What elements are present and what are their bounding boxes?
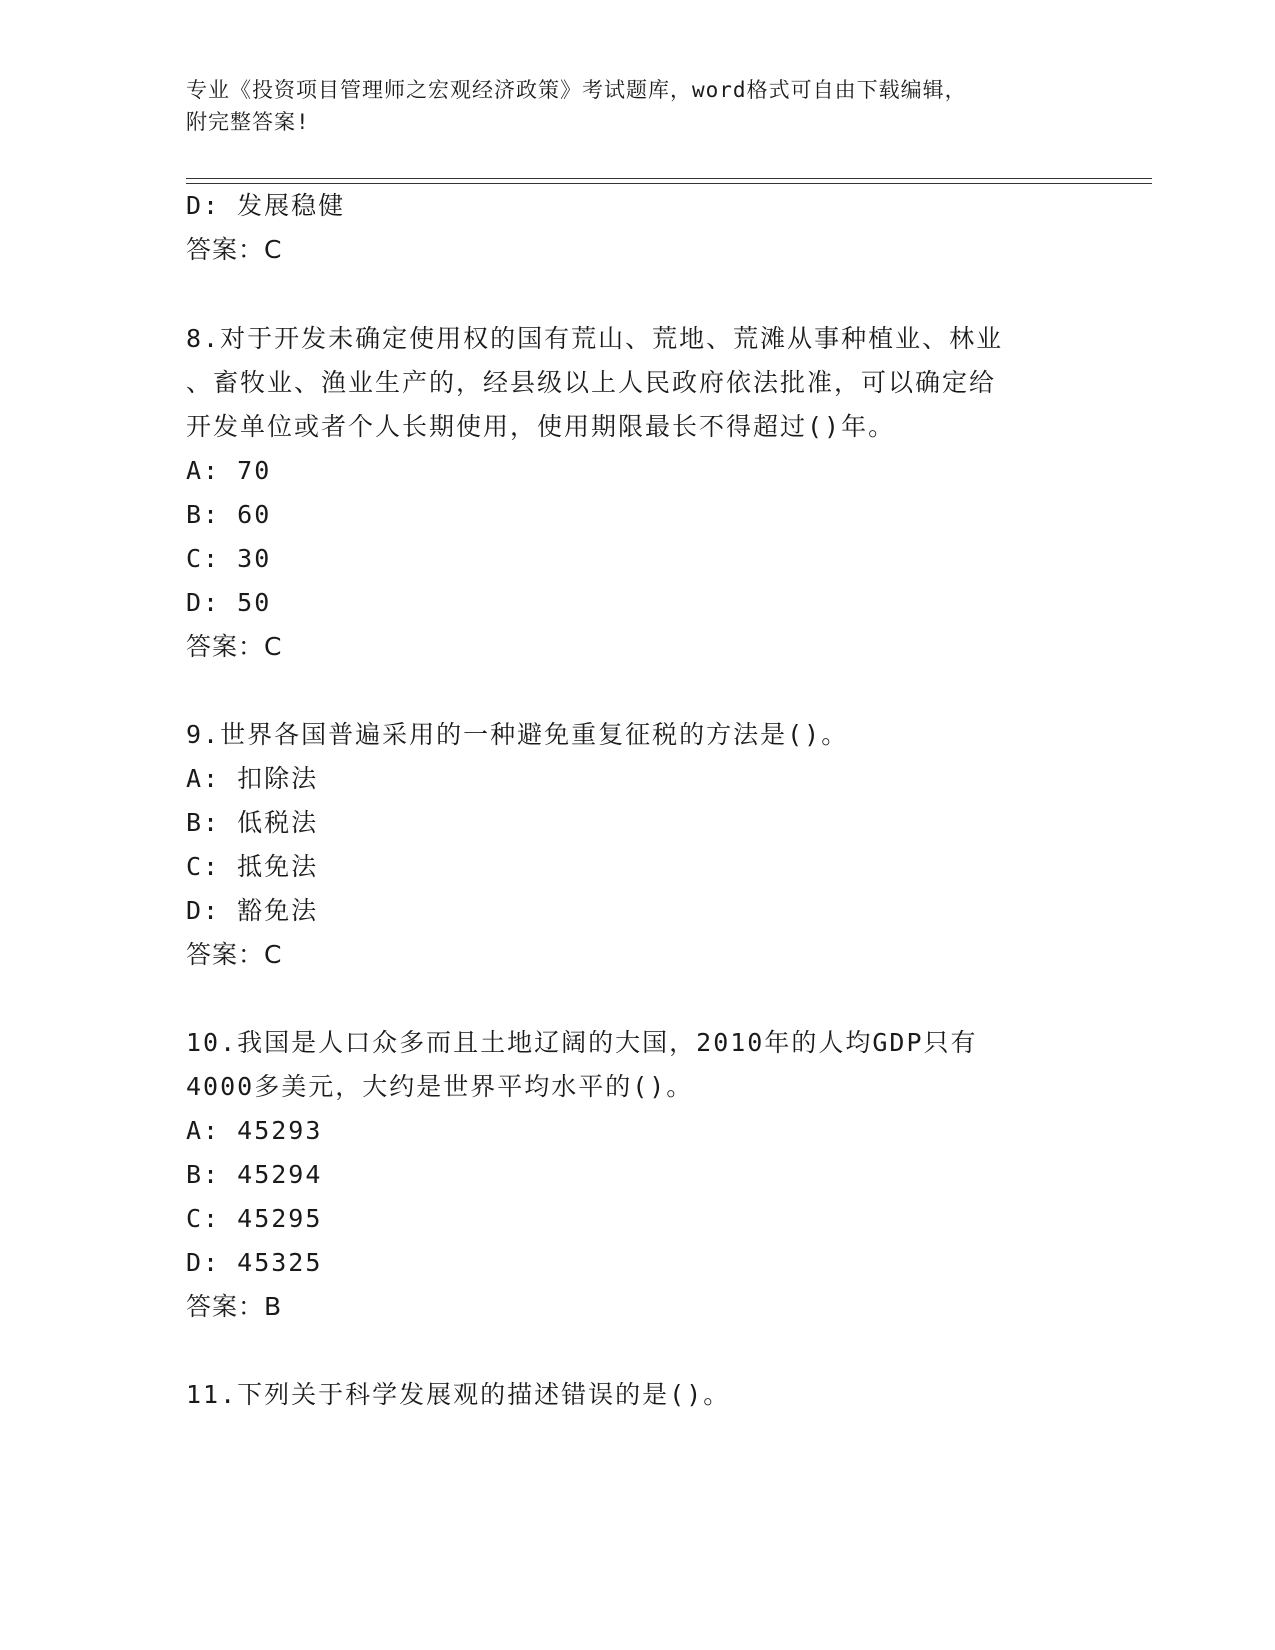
prev-answer: 答案：C [186,235,283,264]
header-divider-top [186,178,1152,179]
q10-option-b: B: 45294 [186,1160,323,1189]
prev-option-d: D: 发展稳健 [186,191,346,220]
header-line-2: 附完整答案! [186,110,310,134]
q8-option-b: B: 60 [186,500,272,529]
header-divider-bottom [186,183,1152,184]
q10-option-c: C: 45295 [186,1204,323,1233]
q9-option-c: C: 抵免法 [186,852,319,881]
q10-text-line-1: 10.我国是人口众多而且土地辽阔的大国，2010年的人均GDP只有 [186,1028,978,1057]
q11-text-line-1: 11.下列关于科学发展观的描述错误的是()。 [186,1380,731,1409]
q8-text-line-1: 8.对于开发未确定使用权的国有荒山、荒地、荒滩从事种植业、林业 [186,324,1004,353]
q10-option-a: A: 45293 [186,1116,323,1145]
q9-option-d: D: 豁免法 [186,896,319,925]
q10-text-line-2: 4000多美元，大约是世界平均水平的()。 [186,1072,694,1101]
q8-answer: 答案：C [186,632,283,661]
q8-text-line-2: 、畜牧业、渔业生产的，经县级以上人民政府依法批准，可以确定给 [186,368,997,397]
q10-answer: 答案：B [186,1292,283,1321]
q9-option-b: B: 低税法 [186,808,319,837]
q8-option-c: C: 30 [186,544,272,573]
q9-answer: 答案：C [186,940,283,969]
q8-text-line-3: 开发单位或者个人长期使用，使用期限最长不得超过()年。 [186,412,896,441]
document-header [186,74,1086,138]
q9-option-a: A: 扣除法 [186,764,319,793]
q8-option-a: A: 70 [186,456,272,485]
header-line-1: 专业《投资项目管理师之宏观经济政策》考试题库，word格式可自由下载编辑， [186,78,967,102]
q8-option-d: D: 50 [186,588,272,617]
q9-text-line-1: 9.世界各国普遍采用的一种避免重复征税的方法是()。 [186,720,849,749]
q10-option-d: D: 45325 [186,1248,323,1277]
